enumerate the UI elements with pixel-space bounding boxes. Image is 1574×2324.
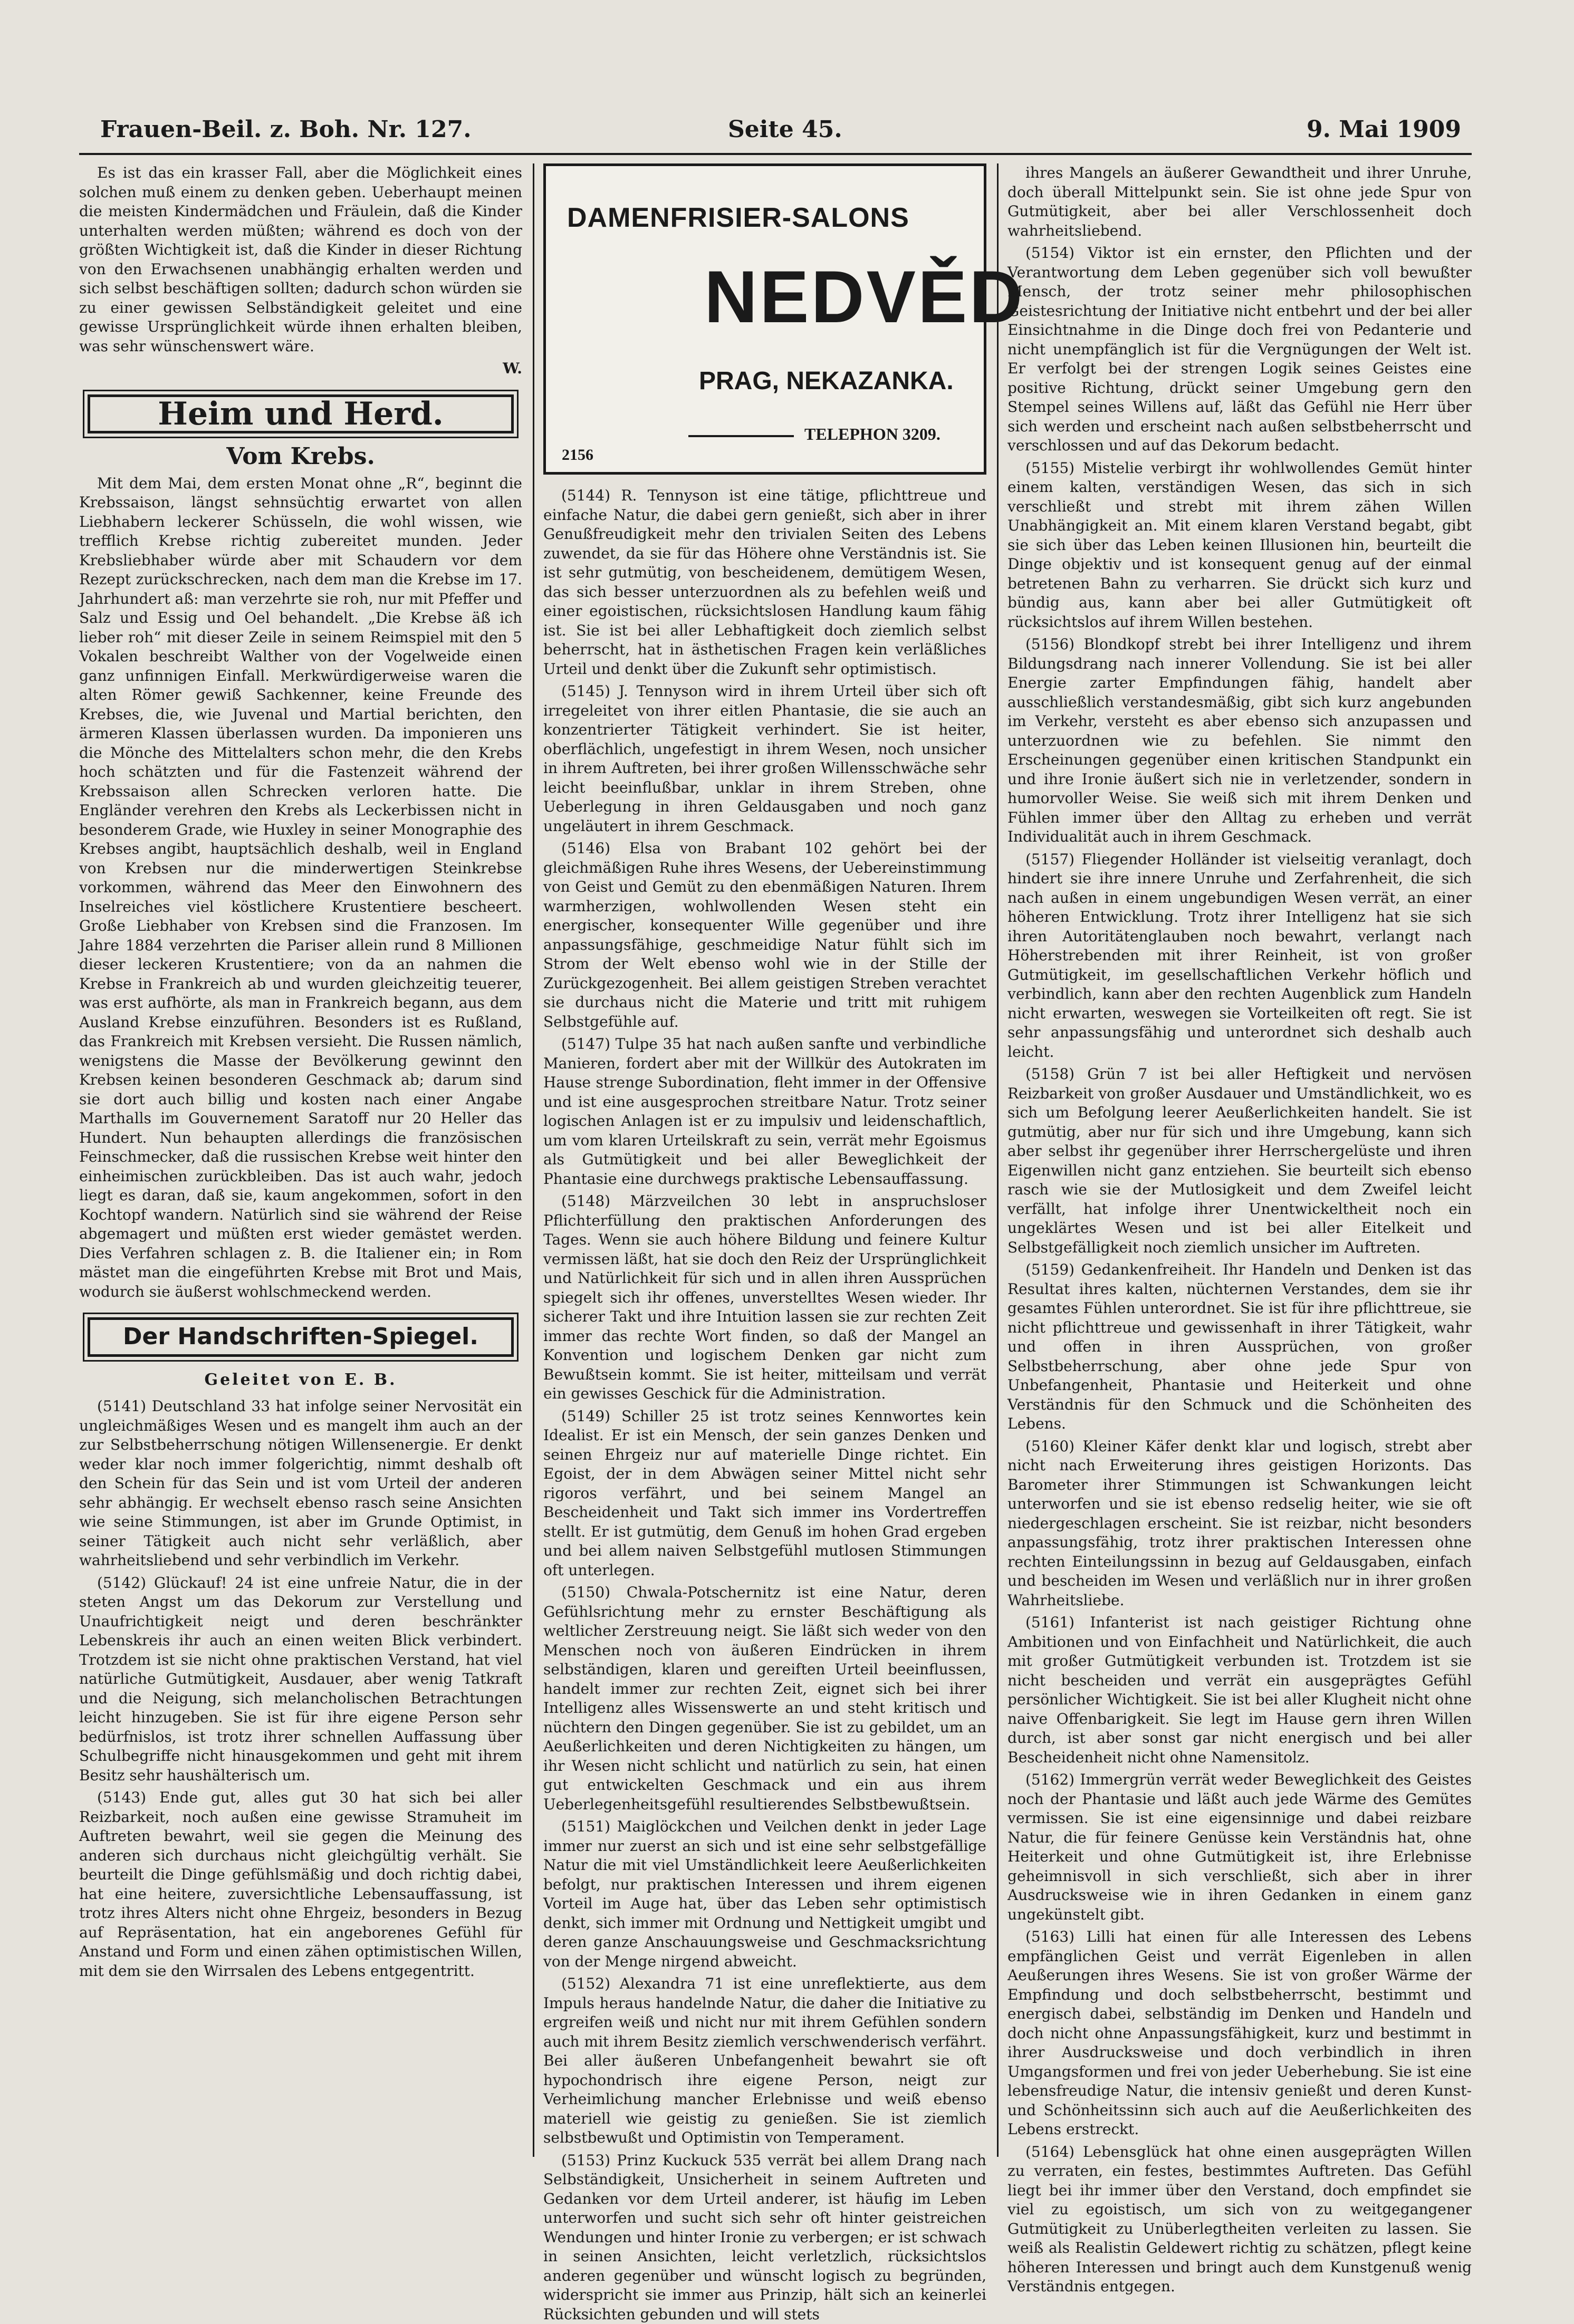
column-rule bbox=[533, 163, 534, 2157]
handwriting-entry: (5148) Märzveilchen 30 lebt in anspruchsloser Pflichterfüllung den praktischen Anforderungen des Tages. Wenn sie auch höhere Bildung und feinere Kultur vermissen läßt, hat sie doch den Reiz der Ursprünglichkeit und Natürlichkeit für sich und in allen ihren Aussprüchen spiegelt sich ihr offenes, unverstelltes Wesen wieder. Ihr sicherer Takt und ihre Intuition lassen sie zur rechten Zeit immer das rechte Wort finden, so daß der Mangel an Konvention und logischem Denken gar nicht zum Bewußtsein kommt. Sie ist heiter, mitteilsam und verrät ein gewisses Geschick für die Administration. bbox=[543, 1192, 986, 1404]
ad-code: 2156 bbox=[562, 446, 593, 465]
handwriting-entry: (5157) Fliegender Holländer ist vielseitig veranlagt, doch hindert sie ihre innere Unruhe und Zerfahrenheit, die sich nach außen in einem ungebundigen Wesen verrät, an einer höheren Entwicklung. Trotz ihrer Intelligenz hat sie sich ihren Autoritätenglauben noch bewahrt, verlangt nach Höherstrebenden mit ihrer Reinheit, ist von großer Gutmütigkeit, im gesellschaftlichen Verkehr höflich und verbindlich, kann aber den rechten Augenblick zum Handeln nicht erwarten, weswegen sie Vorteilkeiten oft regt. Sie ist sehr anpassungsfähig und unterordnet sich deshalb auch leicht. bbox=[1007, 850, 1472, 1062]
intro-paragraph: Es ist das ein krasser Fall, aber die Möglichkeit eines solchen muß einem zu denken geben. Ueberhaupt meinen die meisten Kindermädchen und Fräulein, daß die Kinder unterhalten werden müßten; während es doch von der größten Wichtigkeit ist, daß die Kinder in dieser Richtung von den Erwachsenen unabhängig erhalten werden und sich selbst beschäftigen sollten; dadurch schon würden sie zu einer gewissen Selbständigkeit geleitet und eine gewisse Ursprünglichkeit würde ihnen erhalten bleiben, was sehr wünschenswert wäre. bbox=[79, 163, 522, 356]
column-rule bbox=[997, 163, 999, 2157]
ad-rule bbox=[688, 435, 794, 437]
handwriting-entry: (5158) Grün 7 ist bei aller Heftigkeit und nervösen Reizbarkeit von großer Ausdauer und Umständlichkeit, wo es sich um Befolgung leerer Aeußerlichkeiten handelt. Sie ist gutmütig, aber nur für sich und ihre Umgebung, kann sich aber selbst ihr gegenüber ihrer Herrschergelüste und ihren Eigenwillen nicht ganz entziehen. Sie beurteilt sich ebenso rasch wie sie der Mutlosigkeit und dem Zweifel leicht verfällt, hat infolge ihrer Unentwickeltheit noch ein ungeklärtes Wesen und ist bei aller Eitelkeit und Selbstgefälligkeit noch ziemlich unsicher im Auftreten. bbox=[1007, 1065, 1472, 1257]
handwriting-entry: (5163) Lilli hat einen für alle Interessen des Lebens empfänglichen Geist und verrät Eigenleben in allen Aeußerungen ihres Wesens. Sie ist von großer Wärme der Empfindung und doch selbstbeherrscht, bestimmt und energisch dabei, selbständig im Denken und Handeln und doch nicht ohne Anpassungsfähigkeit, kurz und bestimmt in ihrer Ausdrucksweise und doch verbindlich in ihren Umgangsformen und frei von jeder Ueberhebung. Sie ist eine lebensfreudige Natur, die intensiv genießt und deren Kunst- und Schönheitssinn sich auch auf die Aeußerlichkeiten des Lebens erstreckt. bbox=[1007, 1927, 1472, 2139]
handwriting-entry: (5146) Elsa von Brabant 102 gehört bei der gleichmäßigen Ruhe ihres Wesens, der Uebereinstimmung von Geist und Gemüt zu den ebenmäßigen Naturen. Ihrem warmherzigen, wohlwollenden Wesen steht ein energischer, konsequenter Wille gegenüber und ihre anpassungsfähige, geschmeidige Natur fühlt sich im Strom der Welt ebenso wohl wie in der Stille der Zurückgezogenheit. Bei allem geistigen Streben verachtet sie durchaus nicht die Materie und tritt mit ruhigem Selbstgefühle auf. bbox=[543, 839, 986, 1031]
ad-telephone: TELEPHON 3209. bbox=[804, 425, 940, 444]
handwriting-entry: (5162) Immergrün verrät weder Beweglichkeit des Geistes noch der Phantasie und läßt auch jede Wärme des Gemütes vermissen. Sie ist eine eigensinnige und dabei reizbare Natur, die für feinere Genüsse kein Verständnis hat, ohne Heiterkeit und ohne Gutmütigkeit ist, ihre Erlebnisse geheimnisvoll in sich verschließt, sich aber in ihrer Ausdrucksweise wie in ihren Gedanken in einem ganz ungekünstelt gibt. bbox=[1007, 1770, 1472, 1924]
section-heading-heim-und-herd: Heim und Herd. bbox=[88, 394, 514, 434]
header-date: 9. Mai 1909 bbox=[1307, 116, 1461, 143]
handwriting-entry: (5164) Lebensglück hat ohne einen ausgeprägten Willen zu verraten, ein festes, bestimmtes Auftreten. Das Gefühl liegt bei ihr immer über den Verstand, doch empfindet sie viel zu egoistisch, um sich von zu weitgegangener Gutmütigkeit zu Unüberlegtheiten verleiten zu lassen. Sie weiß als Realistin Geldewert richtig zu schätzen, pflegt keine höheren Interessen und bringt auch dem Kunstgenuß wenig Verständnis entgegen. bbox=[1007, 2143, 1472, 2297]
section-heading-handschriften-spiegel: Der Handschriften-Spiegel. bbox=[88, 1317, 514, 1357]
page-header bbox=[90, 116, 1461, 153]
handwriting-entry: (5151) Maiglöckchen und Veilchen denkt in jeder Lage immer nur zuerst an sich und ist eine sehr selbstgefällige Natur die mit viel Umständlichkeit leere Aeußerlichkeiten befolgt, nur praktischen Interessen und ihrem eigenen Vorteil im Auge hat, über das Leben sehr optimistisch denkt, sich immer mit Ordnung und Nettigkeit umgibt und deren ganze Anschauungsweise und Geschmacksrichtung von der Menge nirgend abweicht. bbox=[543, 1817, 986, 1971]
column-1 bbox=[79, 163, 522, 2157]
handwriting-entry: (5152) Alexandra 71 ist eine unreflektierte, aus dem Impuls heraus handelnde Natur, die daher die Initiative zu ergreifen weiß und nicht nur mit ihrem Gefühlen sondern auch mit ihrem Besitz ziemlich verschwenderisch verfährt. Bei aller äußeren Unbefangenheit bewahrt sie oft hypochondrisch ihre eigene Person, neigt zur Verheimlichung mancher Erlebnisse und weiß ebenso materiell wie geistig zu genießen. Sie ist ziemlich selbstbewußt und Optimistin von Temperament. bbox=[543, 1974, 986, 2148]
section-editor-line: Geleitet von E. B. bbox=[79, 1371, 522, 1390]
handwriting-entry: (5156) Blondkopf strebt bei ihrer Intelligenz und ihrem Bildungsdrang nach innerer Vollendung. Sie ist bei aller Energie zarter Empfindungen fähig, handelt aber ausschließlich verstandesmäßig, gibt sich kurz angebunden im Verkehr, versteht es aber ebenso sich anzupassen und unterzuordnen wie zu befehlen. Sie nimmt den Erscheinungen gegenüber einen kritischen Standpunkt ein und ihre Ironie äußert sich nie in verletzender, sondern in humorvoller Weise. Sie weiß sich mit ihrem Denken und Fühlen immer über den Alltag zu erheben und verrät Individualität auch in ihrem Geschmack. bbox=[1007, 635, 1472, 847]
article-title: Vom Krebs. bbox=[79, 447, 522, 467]
handwriting-entry: (5147) Tulpe 35 hat nach außen sanfte und verbindliche Manieren, fordert aber mit der Willkür des Autokraten im Hause strenge Subordination, fleht immer in der Offensive und ist eine ausgesprochen streitbare Natur. Trotz seiner logischen Anlagen ist er zu impulsiv und leidenschaftlich, um vom klaren Urteilskraft zu sein, verrät mehr Egoismus als Gutmütigkeit und bei aller Beweglichkeit der Phantasie eine durchwegs praktische Lebensauffassung. bbox=[543, 1035, 986, 1189]
handwriting-entry: (5154) Viktor ist ein ernster, den Pflichten und der Verantwortung dem Leben gegenüber sich voll bewußter Mensch, der trotz seiner mehr philosophischen Geistesrichtung der Initiative nicht entbehrt und der bei aller Einsichtnahme in die Dinge doch frei von Pedanterie und nicht unempfänglich ist für die Vergnügungen der Welt ist. Er verfolgt bei der strengen Logik seines Geistes eine positive Richtung, drückt seiner Umgebung gern den Stempel seines Willens auf, läßt das Gefühl nie Herr über sich werden und erscheint nach außen selbstbeherrscht und verschlossen und auf das Dekorum bedacht. bbox=[1007, 244, 1472, 456]
header-page-number: Seite 45. bbox=[728, 116, 842, 143]
newspaper-page bbox=[79, 105, 1477, 2162]
ad-business-type: DAMENFRISIER-SALONS bbox=[567, 208, 909, 228]
handwriting-entry: (5159) Gedankenfreiheit. Ihr Handeln und Denken ist das Resultat ihres kalten, nüchternen Verstandes, dem sie ihr gesamtes Fühlen unterordnet. Sie ist für ihre pflichttreue, sie nicht pflichttreue und gewissenhaft in ihrer Tätigkeit, wahr und offen in ihren Aussprüchen, von großer Selbstbeherrschung, aber ohne jede Spur von Unbefangenheit, Phantasie und Heiterkeit und ohne Verständnis für den Schmuck und die Schönheiten des Lebens. bbox=[1007, 1260, 1472, 1434]
header-publication: Frauen-Beil. z. Boh. Nr. 127. bbox=[100, 116, 472, 143]
handwriting-entry: ihres Mangels an äußerer Gewandtheit und ihrer Unruhe, doch überall Mittelpunkt sein. Sie ist ohne jede Spur von Gutmütigkeit, aber bei aller Verschlossenheit doch wahrheitsliebend. bbox=[1007, 163, 1472, 240]
column-2 bbox=[543, 163, 986, 2157]
handwriting-entry: (5142) Glückauf! 24 ist eine unfreie Natur, die in der steten Angst um das Dekorum zur Verstellung und Unaufrichtigkeit neigt und deren beschränkter Lebenskreis ihr auch an einen weiten Blick verbindert. Trotzdem ist sie nicht ohne praktischen Verstand, hat viel natürliche Gutmütigkeit, Ausdauer, aber wenig Tatkraft und die Neigung, sich melancholischen Betrachtungen leicht hinzugeben. Sie ist für ihre eigene Person sehr bedürfnislos, ist trotz ihrer schnellen Auffassung über Schulbegriffe nicht hinausgekommen und geht mit ihrem Besitz sehr haushälterisch um. bbox=[79, 1574, 522, 1786]
handwriting-entry: (5141) Deutschland 33 hat infolge seiner Nervosität ein ungleichmäßiges Wesen und es mangelt ihm auch an der zur Selbstbeherrschung nötigen Willensenergie. Er denkt weder klar noch immer folgerichtig, nimmt deshalb oft den Schein für das Sein und ist vom Urteil der anderen sehr abhängig. Er wechselt ebenso rasch seine Ansichten wie seine Stimmungen, ist aber im Grunde Optimist, in seiner Tätigkeit auch nicht sehr verläßlich, aber wahrheitsliebend und sehr verbindlich im Verkehr. bbox=[79, 1397, 522, 1570]
ad-address: PRAG, NEKAZANKA. bbox=[699, 372, 954, 391]
handwriting-entry: (5161) Infanterist ist nach geistiger Richtung ohne Ambitionen und von Einfachheit und Natürlichkeit, die auch mit großer Gutmütigkeit verbunden ist. Trotzdem ist sie nicht bescheiden und verrät ein ausgeprägtes Gefühl persönlicher Wichtigkeit. Sie ist bei aller Klugheit nicht ohne naive Offenbarigkeit. Sie legt im Hause gern ihren Willen durch, ist aber sonst gar nicht energisch und bei aller Bescheidenheit nicht ohne Namensitolz. bbox=[1007, 1613, 1472, 1767]
handwriting-entry: (5153) Prinz Kuckuck 535 verrät bei allem Drang nach Selbständigkeit, Unsicherheit in seinem Auftreten und Gedanken vor dem Urteil anderer, ist häufig im Leben unterworfen und sucht sich sehr oft hinter geistreichen Wendungen und hinter Ironie zu verbergen; er ist schwach in seinen Ansichten, leicht verletzlich, rücksichtslos anderen gegenüber und wünscht logisch zu begründen, widerspricht sie immer aus Prinzip, hält sich an keinerlei Rücksichten gebunden und will stets bbox=[543, 2151, 986, 2324]
handwriting-entry: (5143) Ende gut, alles gut 30 hat sich bei aller Reizbarkeit, noch außen eine gewisse Stramuheit im Auftreten bewahrt, weil sie gegen die Meinung des anderen sich durchaus nicht gleichgültig verhält. Sie beurteilt die Dinge gefühlsmäßig und doch richtig dabei, hat eine heitere, zuversichtliche Lebensauffassung, ist trotz ihres Alters nicht ohne Ehrgeiz, besonders in Bezug auf Repräsentation, hat ein angeborenes Gefühl für Anstand und Form und einen zähen optimistischen Willen, mit dem sie den Wirrsalen des Lebens entgegentritt. bbox=[79, 1788, 522, 1981]
advertisement-box bbox=[543, 163, 986, 475]
handwriting-entry: (5145) J. Tennyson wird in ihrem Urteil über sich oft irregeleitet von ihrer eitlen Phantasie, die sie auch an konzentrierter Tätigkeit verhindert. Sie ist heiter, oberflächlich, ungefestigt in ihrem Wesen, noch unsicher in ihrem Auftreten, bei ihrer großen Willensschwäche sehr leicht beeinflußbar, unklar in ihrem Streben, ohne Ueberlegung in ihren Geldausgaben und noch ganz ungeläutert in ihrem Geschmack. bbox=[543, 682, 986, 836]
column-3 bbox=[1007, 163, 1472, 2157]
ad-business-name: NEDVĚD bbox=[704, 287, 1024, 307]
intro-signature: W. bbox=[79, 359, 522, 379]
article-paragraph: Mit dem Mai, dem ersten Monat ohne „R“, beginnt die Krebssaison, längst sehnsüchtig erwartet von allen Liebhabern leckerer Schüsseln, die wohl wissen, wie trefflich Krebse richtig zubereitet munden. Jeder Krebsliebhaber würde aber mit Schaudern vor dem Rezept zurückschrecken, nach dem man die Krebse im 17. Jahrhundert aß: man verzehrte sie roh, nur mit Pfeffer und Salz und Essig und Oel behandelt. „Die Krebse äß ich lieber roh“ mit dieser Zeile in seinem Reimspiel mit den 5 Vokalen beschreibt Walther von der Vogelweide einen ganz unfinnigen Einfall. Merkwürdigerweise waren die alten Römer gewiß Sachkenner, keine Freunde des Krebses, die, wie Juvenal und Martial berichten, den ärmeren Klassen überlassen wurden. Da imponieren uns die Mönche des Mittelalters schon mehr, die den Krebs hoch schätzten und für die Fastenzeit während der Krebssaison allen Schrecken verloren hatte. Die Engländer verehren den Krebs als Leckerbissen nicht in besonderem Grade, wie Huxley in seiner Monographie des Krebses angibt, hauptsächlich deshalb, weil in England von Krebsen nur die minderwertigen Steinkrebse vorkommen, während das Meer den Einwohnern des Inselreiches viel köstlichere Krustentiere bescheert. Große Liebhaber von Krebsen sind die Franzosen. Im Jahre 1884 verzehrten die Pariser allein rund 8 Millionen dieser leckeren Krustentiere; von da an nahmen die Krebse in Frankreich ab und wurden gleichzeitig teuerer, was erst aufhörte, als man in Frankreich begann, aus dem Ausland Krebse einzuführen. Besonders ist es Rußland, das Frankreich mit Krebsen versieht. Die Russen nämlich, wenigstens die Masse der Bevölkerung gewinnt den Krebsen keinen besonderen Geschmack ab; darum sind sie dort auch billig und kosten nach einer Angabe Marthalls im Gouvernement Saratoff nur 20 Heller das Hundert. Nun behaupten allerdings die französischen Feinschmecker, daß die russischen Krebse weit hinter den einheimischen zurückbleiben. Das ist auch wahr, jedoch liegt es daran, daß sie, kaum angekommen, sofort in den Kochtopf wandern. Natürlich sind sie während der Reise abgemagert und müßten erst wieder gemästet werden. Dies Verfahren schlagen z. B. die Italiener ein; in Rom mästet man die eingeführten Krebse mit Brot und Mais, wodurch sie äußerst wohlschmeckend werden. bbox=[79, 474, 522, 1302]
handwriting-entry: (5144) R. Tennyson ist eine tätige, pflichttreue und einfache Natur, die dabei gern genießt, sich aber in ihrer Genußfreudigkeit mehr den trivialen Seiten des Lebens zuwendet, da sie für das Höhere ohne Verständnis ist. Sie ist sehr gutmütig, von bescheidenem, demütigem Wesen, das sich besser unterzuordnen als zu befehlen weiß und einer egoistischen, rücksichtslosen Handlung kaum fähig ist. Sie ist bei aller Lebhaftigkeit doch ziemlich selbst beherrscht, hat in ästhetischen Fragen kein verläßliches Urteil und denkt über die Zukunft sehr optimistisch. bbox=[543, 486, 986, 679]
handwriting-entry: (5149) Schiller 25 ist trotz seines Kennwortes kein Idealist. Er ist ein Mensch, der sein ganzes Denken und seinen Ehrgeiz nur auf materielle Dinge richtet. Ein Egoist, der in dem Abwägen seiner Mittel nicht sehr rigoros verfährt, und bei seinem Mangel an Bescheidenheit und Takt sich immer ins Vordertreffen stellt. Er ist gutmütig, dem Genuß im hohen Grad ergeben und bei allem naiven Selbstgefühl mutlosen Stimmungen oft unterlegen. bbox=[543, 1407, 986, 1580]
handwriting-entry: (5155) Mistelie verbirgt ihr wohlwollendes Gemüt hinter einem kalten, verständigen Wesen, das sich in sich verschließt und strebt mit ihrem zähen Willen Unabhängigkeit an. Mit einem klaren Verstand begabt, gibt sie sich über das Leben keinen Illusionen hin, beurteilt die Dinge objektiv und ist konsequent genug auf der einmal betretenen Bahn zu verharren. Sie drückt sich kurz und bündig aus, kann aber bei aller Gutmütigkeit oft rücksichtslos auf ihrem Willen bestehen. bbox=[1007, 459, 1472, 632]
handwriting-entry: (5150) Chwala-Potschernitz ist eine Natur, deren Gefühlsrichtung mehr zu ernster Beschäftigung als weltlicher Zerstreuung neigt. Sie läßt sich weder von den Menschen noch von äußeren Eindrücken in ihrem selbständigen, klaren und gereiften Urteil beeinflussen, handelt immer zur rechten Zeit, eignet sich bei ihrer Intelligenz alles Wissenswerte an und steht kritisch und nüchtern den Dingen gegenüber. Sie ist zu gebildet, um an Aeußerlichkeiten und deren Nichtigkeiten zu hängen, um ihr Wesen nicht schlicht und natürlich zu sein, hat einen gut entwickelten Geschmack und ein aus ihrem Ueberlegenheitsgefühl resultierendes Selbstbewußtsein. bbox=[543, 1583, 986, 1814]
header-rule bbox=[79, 153, 1472, 155]
handwriting-entry: (5160) Kleiner Käfer denkt klar und logisch, strebt aber nicht nach Erweiterung ihres geistigen Horizonts. Das Barometer ihrer Stimmungen ist Schwankungen leicht unterworfen und sie ist ebenso redselig heiter, wie sie oft niedergeschlagen erscheint. Sie ist reizbar, nicht besonders anpassungsfähig, trotz ihrer praktischen Interessen ohne rechten Einteilungssinn in bezug auf Geldausgaben, einfach und bescheiden im Wesen und verläßlich nur in ihrer großen Wahrheitsliebe. bbox=[1007, 1437, 1472, 1611]
